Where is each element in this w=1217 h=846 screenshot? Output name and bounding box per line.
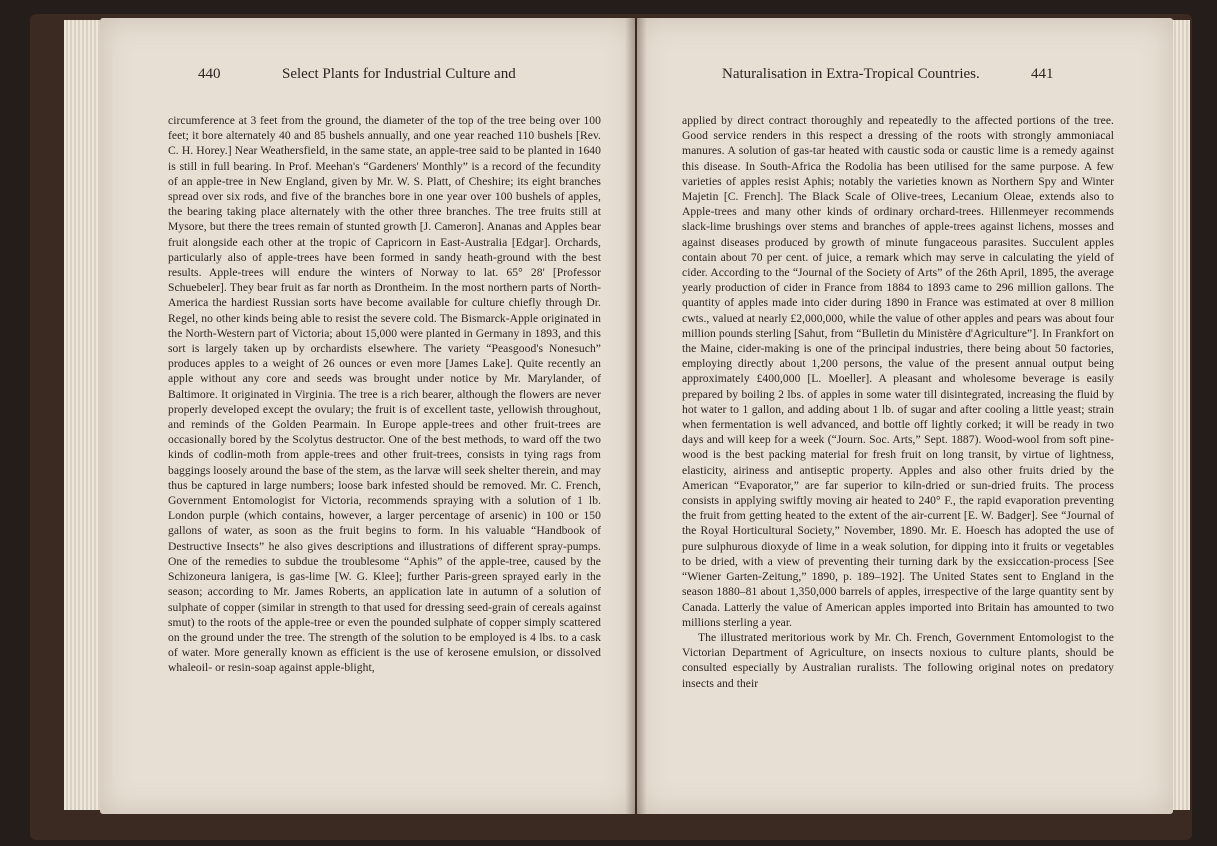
right-running-title: Naturalisation in Extra-Tropical Countries. (722, 66, 980, 82)
right-paragraph: The illustrated meritorious work by Mr. Ch. French, Government Entomologist to the Victorian Department of Agriculture, on insects noxious to culture plants, should be consulted especially by Australian ruralists. The following original notes on predatory insects and their (682, 630, 1114, 690)
left-running-title: Select Plants for Industrial Culture and (282, 66, 516, 82)
right-page-number: 441 (1031, 66, 1054, 82)
right-page-body (682, 113, 1114, 691)
left-page-number: 440 (198, 66, 221, 82)
right-paragraph: applied by direct contract thoroughly and repeatedly to the affected portions of the tree. Good service renders in this respect a dressing of the roots with strongly ammoniacal manures. A solution of gas-tar heated with caustic soda or caustic lime is a remedy against this disease. In South-Africa the Rodolia has been utilised for the same purpose. A few varieties of apples resist Aphis; notably the varieties known as Northern Spy and Winter Majetin [C. French]. The Black Scale of Olive-trees, Lecanium Oleae, extends also to Apple-trees and many other kinds of ordinary orchard-trees. Hillenmeyer recommends slack-lime brushings over stems and branches of apple-trees against lichens, mosses and against diseases produced by growth of minute fungaceous parasites. Succulent apples contain about 70 per cent. of juice, a remark which may serve in calculating the yield of cider. According to the “Journal of the Society of Arts” of the 26th April, 1895, the average yearly production of cider in France from 1884 to 1893 came to 296 million gallons. The quantity of apples made into cider during 1890 in France was estimated at over 8 million cwts., valued at nearly £2,000,000, while the value of other apples and pears was about four million pounds sterling [Sahut, from “Bulletin du Ministère d'Agriculture”]. In Frankfort on the Maine, cider-making is one of the principal industries, there being about 50 factories, employing directly about 1,200 persons, the value of the present annual output being approximately £400,000 [L. Moeller]. A pleasant and wholesome beverage is easily prepared by boiling 2 lbs. of apples in some water till disintegrated, increasing the fluid by hot water to 1 gallon, and adding about 1 lb. of sugar and after cooling a little yeast; strain when fermentation is well advanced, and bottle off lightly corked; it will be ready in two days and will keep for a week (“Journ. Soc. Arts,” Sept. 1887). Wood-wool from soft pine-wood is the best packing material for fresh fruit on long transit, by virtue of lightness, elasticity, airiness and antiseptic property. Apples and also other fruits dried by the American “Evaporator,” are far superior to kiln-dried or sun-dried fruits. The process consists in applying swiftly moving air heated to 240° F., the rapid evaporation preventing the fruit from getting heated to the extent of the air-current [E. W. Badger]. See “Journal of the Royal Horticultural Society,” November, 1890. Mr. E. Hoesch has adopted the use of pure sulphurous dioxyde of lime in a weak solution, for dipping into it fruits or vegetables to be dried, with a view of preventing their turning dark by the exsiccation-process [See “Wiener Garten-Zeitung,” 1890, p. 189–192]. The United States sent to England in the season 1880–81 about 1,350,000 barrels of apples, irrespective of the large quantity sent by Canada. Latterly the value of American apples imported into Britain has amounted to two millions sterling a year. (682, 114, 1114, 629)
left-paragraph: circumference at 3 feet from the ground, the diameter of the top of the tree being over 100 feet; it bore alternately 40 and 85 bushels annually, and one year reached 110 bushels [Rev. C. H. Horey.] Near Weathersfield, in the same state, an apple-tree said to be planted in 1640 is still in full bearing. In Prof. Meehan's “Gardeners' Monthly” is a record of the fecundity of an apple-tree in New England, given by Mr. W. S. Platt, of Cheshire; its eight branches spread over six rods, and five of the branches bore in one year over 100 bushels of apples, the bearing taking place alternately with the other three branches. The tree fruits still at Mysore, but there the trees remain of stunted growth [J. Cameron]. Ananas and Apples bear fruit alongside each other at the tropic of Capricorn in East-Australia [Edgar]. Orchards, particularly also of apple-trees have been formed in sandy heath-ground with the best results. Apple-trees will endure the winters of Norway to lat. 65° 28' [Professor Schuebeler]. They bear fruit as far north as Drontheim. In the most northern parts of North-America the hardiest Russian sorts have become available for culture chiefly through Dr. Regel, no other kinds being able to resist the severe cold. The Bismarck-Apple originated in the North-Western part of Victoria; about 15,000 were planted in Germany in 1893, and this sort is largely taken up by orchardists elsewhere. The variety “Peasgood's Nonesuch” produces apples to a weight of 26 ounces or even more [James Lake]. Quite recently an apple without any core and seeds was brought under notice by Mr. Marylander, of Baltimore. It originated in Virginia. The tree is a rich bearer, although the flowers are never properly developed except the ovulary; the fruit is of excellent taste, yellowish throughout, and reminds of the Golden Pearmain. In Europe apple-trees and other fruit-trees are occasionally bored by the Scolytus destructor. One of the best methods, to ward off the two kinds of codlin-moth from apple-trees and other fruit-trees, consists in tying rags from baggings loosely around the base of the stem, as the larvæ will seek shelter therein, and may thus be captured in large numbers; loose bark infested should be removed. Mr. C. French, Government Entomologist for Victoria, recommends spraying with a solution of 1 lb. London purple (which contains, however, a larger percentage of arsenic) in 100 or 150 gallons of water, as soon as the fruit begins to form. In his valuable “Handbook of Destructive Insects” he also gives descriptions and illustrations of different spray-pumps. One of the remedies to subdue the troublesome “Aphis” of the apple-tree, caused by the Schizoneura lanigera, is gas-lime [W. G. Klee]; further Paris-green sprayed early in the season; according to Mr. James Roberts, an application late in autumn of a solution of sulphate of copper (similar in strength to that used for dressing seed-grain of cereals against smut) to the roots of the apple-tree or even the pounded sulphate of copper simply scattered on the ground under the tree. The strength of the solution to be employed is 4 lbs. to a cask of water. More generally known as efficient is the use of kerosene emulsion, or dissolved whaleoil- or resin-soap against apple-blight, (168, 114, 601, 675)
book-gutter (625, 18, 647, 814)
left-page-body (168, 113, 601, 676)
left-page-edges (64, 20, 100, 810)
right-page-edges (1172, 20, 1190, 810)
